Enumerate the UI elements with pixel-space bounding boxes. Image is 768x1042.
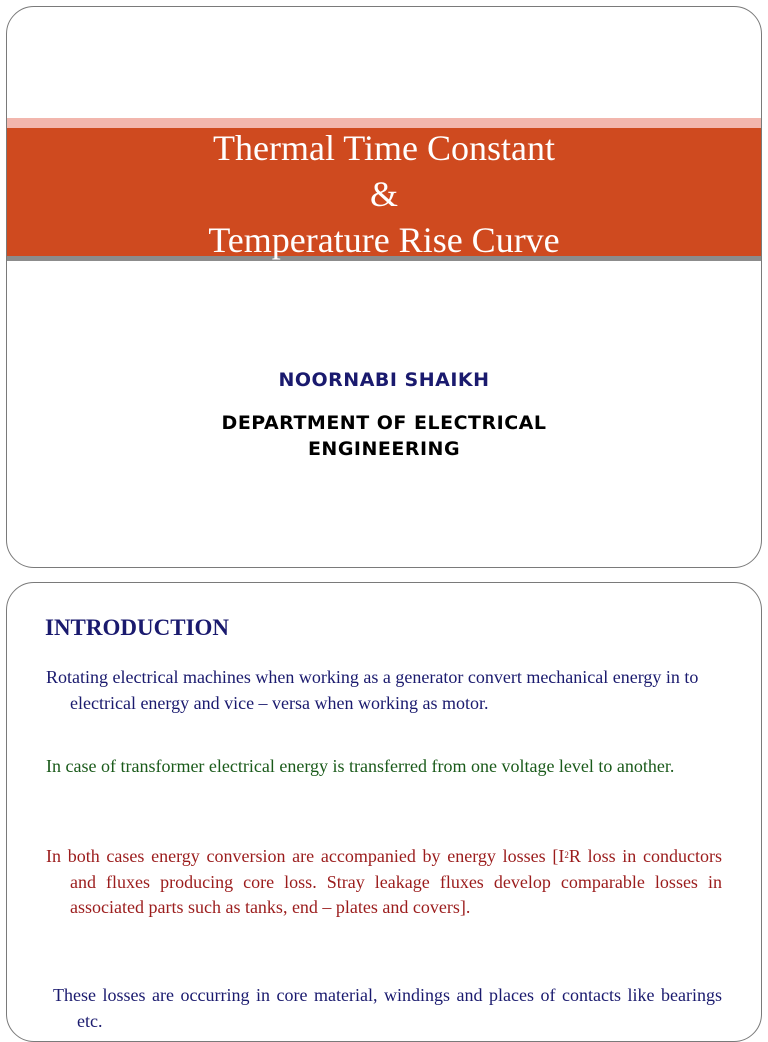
paragraph-rotating-machines: Rotating electrical machines when working as a generator convert mechanical energy in to electrical energy and vice – versa when working as motor. [46, 667, 699, 713]
losses-text-start: In both cases energy conversion are accompanied by energy losses [I [46, 846, 565, 866]
losses-text-end: R loss in conductors and fluxes producing core loss. Stray leakage fluxes develop comparable losses in associated parts such as tanks, end – plates and covers]. [70, 846, 722, 917]
author-name: NOORNABI SHAIKH [278, 369, 490, 391]
department-line-2: ENGINEERING [307, 438, 461, 460]
title-line-1: Thermal Time Constant [213, 128, 555, 168]
department [7, 410, 761, 462]
section-heading: INTRODUCTION [45, 615, 230, 640]
title-line-3: Temperature Rise Curve [208, 220, 560, 260]
title-slide [6, 6, 762, 568]
title-line-2: & [369, 174, 398, 214]
slide-title [7, 125, 761, 263]
superscript-two: 2 [564, 850, 569, 860]
paragraph-transformer: In case of transformer electrical energy is transferred from one voltage level to another. [46, 756, 675, 776]
paragraph-loss-locations: These losses are occurring in core material, windings and places of contacts like bearings etc. [53, 985, 722, 1031]
paragraph-energy-losses [46, 843, 722, 921]
introduction-slide [6, 582, 762, 1042]
department-line-1: DEPARTMENT OF ELECTRICAL [221, 412, 547, 434]
